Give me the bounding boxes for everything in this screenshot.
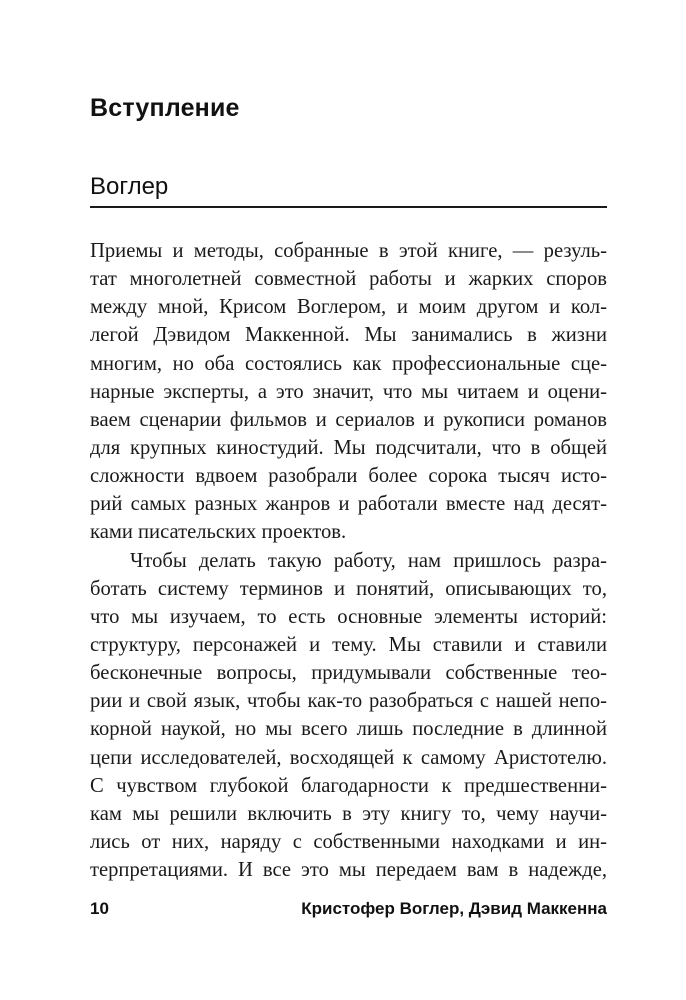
chapter-title: Вступление bbox=[90, 94, 240, 122]
running-footer-authors: Кристофер Воглер, Дэвид Маккенна bbox=[301, 899, 607, 918]
text-line: Чтобы делать такую работу, нам пришлось разра- bbox=[130, 549, 607, 572]
section-title: Воглер bbox=[90, 173, 169, 200]
body-text bbox=[90, 237, 607, 884]
text-line: ботать систему терминов и понятий, описывающих то, bbox=[90, 577, 607, 600]
text-line: структуру, персонажей и тему. Мы ставили и ставили bbox=[90, 633, 607, 656]
text-line: легой Дэвидом Маккенной. Мы занимались в жизни bbox=[90, 324, 607, 347]
text-line: нарные эксперты, а это значит, что мы читаем и оцени- bbox=[90, 380, 607, 403]
text-line: Приемы и методы, собранные в этой книге, — резуль- bbox=[90, 240, 607, 262]
text-line: лись от них, наряду с собственными находками и ин- bbox=[90, 830, 607, 853]
text-line: что мы изучаем, то есть основные элементы историй: bbox=[90, 605, 607, 628]
text-line: рии и свой язык, чтобы как-то разобраться с нашей непо- bbox=[90, 690, 607, 713]
section-divider bbox=[90, 206, 607, 208]
paragraph-2 bbox=[90, 547, 607, 885]
text-line: ваем сценарии фильмов и сериалов и рукописи романов bbox=[90, 408, 607, 431]
text-line: бесконечные вопросы, придумывали собственные тео- bbox=[90, 662, 607, 685]
text-line: между мной, Крисом Воглером, и моим другом и кол- bbox=[90, 296, 607, 319]
paragraph-1 bbox=[90, 237, 607, 547]
page-number: 10 bbox=[90, 899, 109, 918]
text-line: корной наукой, но мы всего лишь последние в длинной bbox=[90, 718, 607, 741]
text-line: многим, но оба состоялись как профессиональные сце- bbox=[90, 352, 607, 375]
text-line: цепи исследователей, восходящей к самому Аристотелю. bbox=[90, 746, 607, 769]
text-line: для крупных киностудий. Мы подсчитали, что в общей bbox=[90, 436, 607, 459]
text-line: кам мы решили включить в эту книгу то, чему научи- bbox=[90, 802, 607, 825]
text-line: сложности вдвоем разобрали более сорока тысяч исто- bbox=[90, 465, 607, 488]
text-line: терпретациями. И все это мы передаем вам в надежде, bbox=[90, 859, 607, 882]
text-line: С чувством глубокой благодарности к предшественни- bbox=[90, 774, 607, 797]
text-line: рий самых разных жанров и работали вместе над десят- bbox=[90, 493, 607, 516]
text-line: ками писательских проектов. bbox=[90, 521, 347, 544]
text-line: тат многолетней совместной работы и жарких споров bbox=[90, 268, 607, 291]
